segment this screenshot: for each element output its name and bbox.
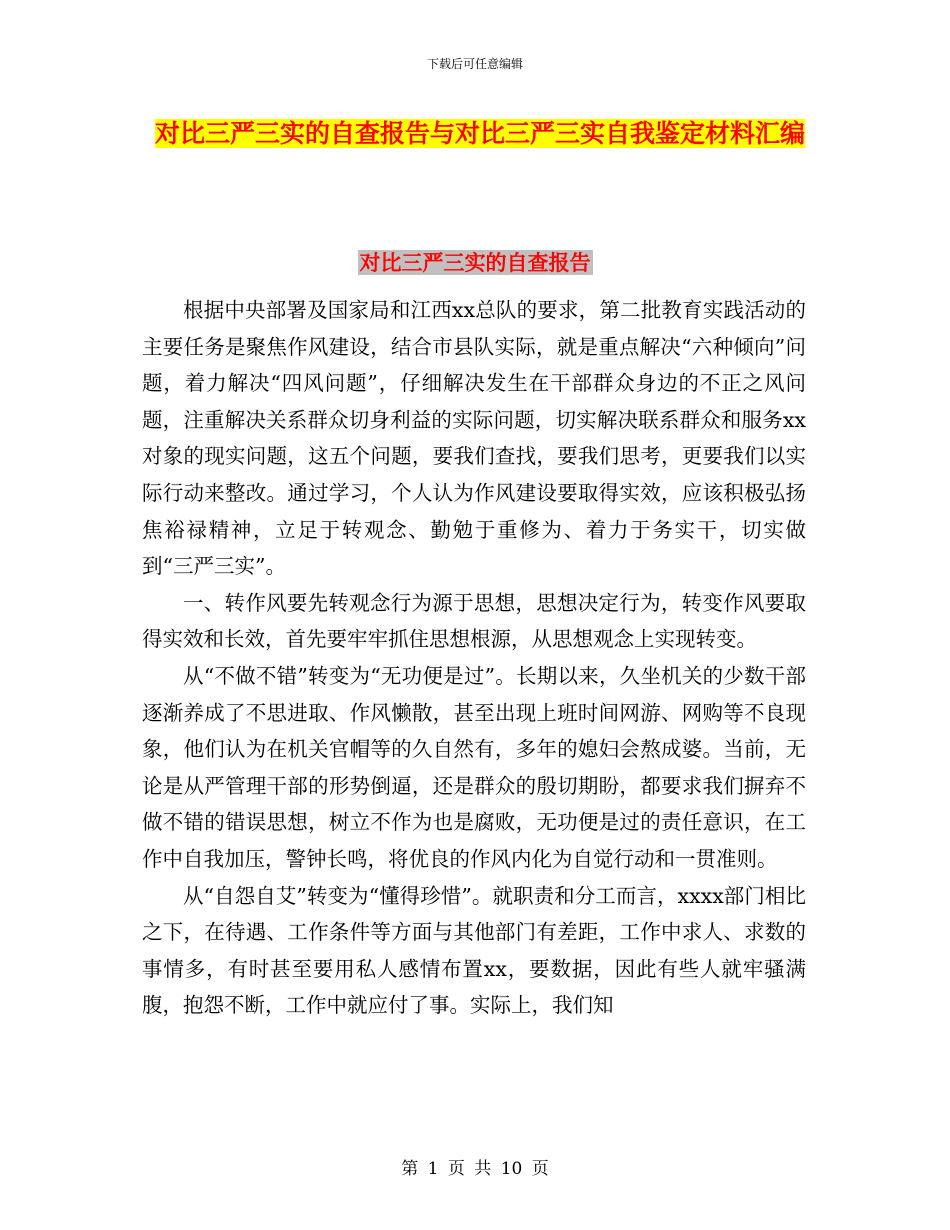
page-header-note: 下载后可任意编辑 bbox=[426, 57, 523, 71]
paragraph: 一、转作风要先转观念行为源于思想，思想决定行为，转变作风要取得实效和长效，首先要牢牢抓住思想根源，从思想观念上实现转变。 bbox=[142, 590, 806, 652]
document-title-text: 对比三严三实的自查报告与对比三严三实自我鉴定材料汇编 bbox=[154, 119, 805, 148]
paragraph: 从“自怨自艾”转变为“懂得珍惜”。就职责和分工而言，xxxx部门相比之下，在待遇、工作条件等方面与其他部门有差距，工作中求人、求数的事情多，有时甚至要用私人感情布置xx，要数据，因此有些人就牢骚满腹，抱怨不断，工作中就应付了事。实际上，我们知 bbox=[142, 883, 806, 1018]
document-title bbox=[140, 108, 820, 160]
paragraph: 从“不做不错”转变为“无功便是过”。长期以来，久坐机关的少数干部逐渐养成了不思进取、作风懒散，甚至出现上班时间网游、网购等不良现象，他们认为在机关官帽等的久自然有，多年的媳妇会熬成婆。当前，无论是从严管理干部的形势倒逼，还是群众的殷切期盼，都要求我们摒弃不做不错的错误思想，树立不作为也是腐败，无功便是过的责任意识，在工作中自我加压，警钟长鸣，将优良的作风内化为自觉行动和一贯准则。 bbox=[142, 663, 806, 871]
body-text bbox=[142, 292, 806, 1024]
section-title-text: 对比三严三实的自查报告 bbox=[359, 250, 591, 275]
section-title bbox=[0, 246, 950, 280]
page-number: 第 1 页 共 10 页 bbox=[401, 1159, 549, 1179]
paragraph: 根据中央部署及国家局和江西xx总队的要求，第二批教育实践活动的主要任务是聚焦作风建设，结合市县队实际，就是重点解决“六种倾向”问题，着力解决“四风问题”，仔细解决发生在干部群众身边的不正之风问题，注重解决关系群众切身利益的实际问题，切实解决联系群众和服务xx对象的现实问题，这五个问题，要我们查找，要我们思考，更要我们以实际行动来整改。通过学习，个人认为作风建设要取得实效，应该积极弘扬焦裕禄精神，立足于转观念、勤勉于重修为、着力于务实干，切实做到“三严三实”。 bbox=[142, 298, 806, 579]
